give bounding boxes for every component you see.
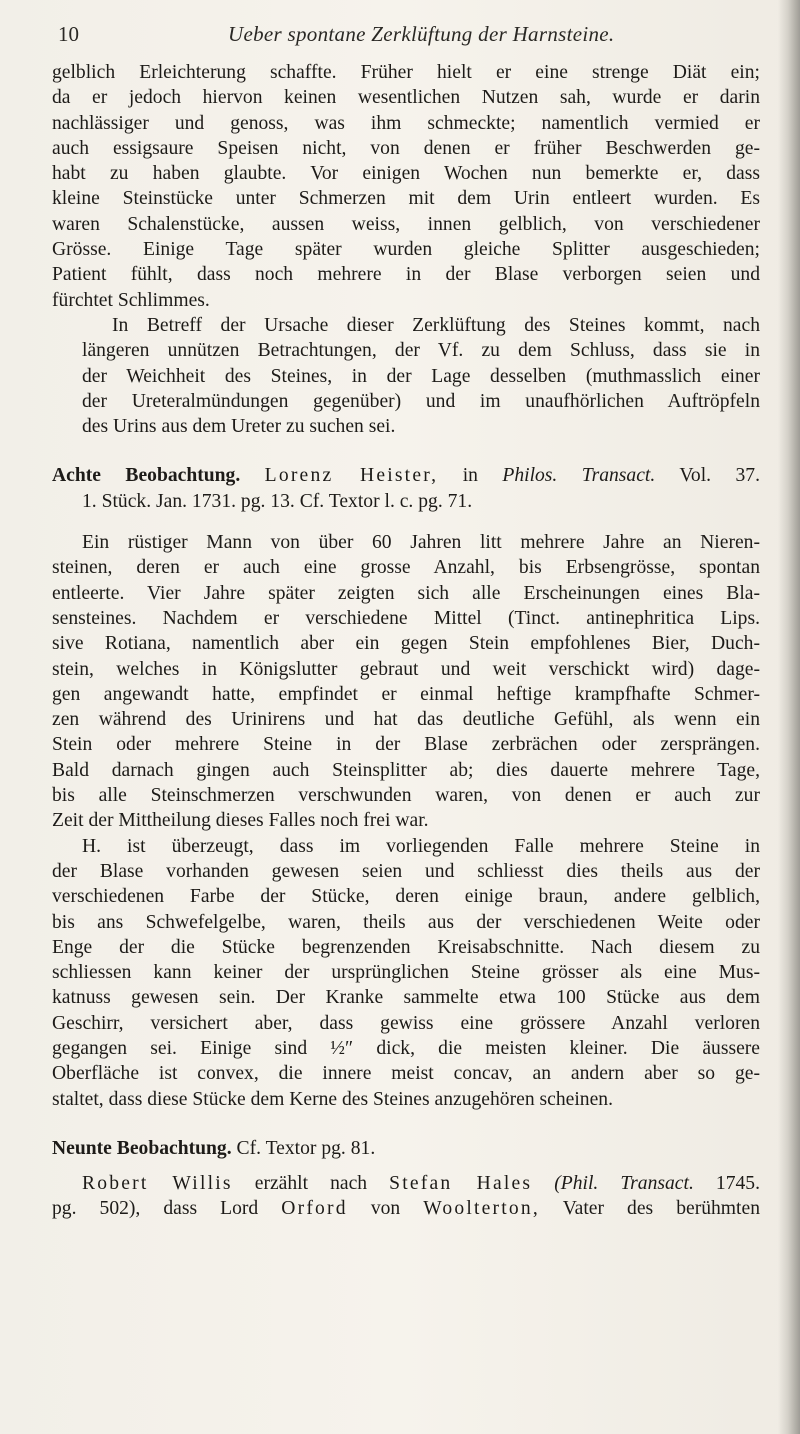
- journal-title: (Phil. Transact.: [554, 1173, 694, 1195]
- text-line: [52, 1171, 760, 1196]
- place-name: Woolterton,: [423, 1198, 540, 1220]
- text-line: verschiedenen Farbe der Stücke, deren einige braun, andere gelblich,: [52, 886, 760, 908]
- text-line: Bald darnach gingen auch Steinsplitter ab; dies dauerte mehrere Tage,: [52, 759, 760, 781]
- text-line: H. ist überzeugt, dass im vorliegenden Falle mehrere Steine in: [82, 835, 760, 857]
- page-edge-shadow: [778, 0, 800, 1434]
- text-line: sive Rotiana, namentlich aber ein gegen Stein empfohlenes Bier, Duch-: [52, 633, 760, 655]
- ref-prefix: in: [462, 465, 478, 487]
- author-name: Robert Willis: [82, 1173, 233, 1195]
- text-line: [52, 1196, 760, 1221]
- text-line: Stein oder mehrere Steine in der Blase zerbrächen oder zersprängen.: [52, 734, 760, 756]
- section-achte-beobachtung: [52, 463, 760, 514]
- text-line: Grösse. Einige Tage später wurden gleiche Splitter ausgeschieden;: [52, 239, 760, 261]
- text-line: sensteines. Nachdem er verschiedene Mittel (Tinct. antinephritica Lips.: [52, 607, 760, 629]
- text-line: Zeit der Mittheilung dieses Falles noch frei war.: [52, 810, 429, 832]
- author-name: Lorenz Heister,: [264, 465, 439, 487]
- person-name: Stefan Hales: [389, 1173, 533, 1195]
- text-line: gegangen sei. Einige sind ½″ dick, die meisten kleiner. Die äussere: [52, 1037, 760, 1059]
- page-body: [52, 60, 760, 1222]
- text-line: fürchtet Schlimmes.: [52, 289, 210, 311]
- text-line: nachlässiger und genoss, was ihm schmeckte; namentlich vermied er: [52, 112, 760, 134]
- text-fragment: von: [370, 1198, 401, 1220]
- text-line: da er jedoch hiervon keinen wesentlichen Nutzen sah, wurde er darin: [52, 87, 760, 109]
- text-line: stein, welches in Königslutter gebraut und weit verschickt wird) dage-: [52, 658, 760, 680]
- text-line: Geschirr, versichert aber, dass gewiss eine grössere Anzahl verloren: [52, 1012, 760, 1034]
- text-line: Enge der die Stücke begrenzenden Kreisabschnitte. Nach diesem zu: [52, 936, 760, 958]
- ref-volume: Vol. 37.: [679, 465, 760, 487]
- text-line: waren Schalenstücke, aussen weiss, innen gelblich, von verschiedener: [52, 213, 760, 235]
- journal-title: Philos. Transact.: [502, 465, 656, 487]
- text-line: gelblich Erleichterung schaffte. Früher hielt er eine strenge Diät ein;: [52, 62, 760, 83]
- text-line: gen angewandt hatte, empfindet er einmal heftige krampfhafte Schmer-: [52, 683, 760, 705]
- text-line: der Ureteralmündungen gegenüber) und im unaufhörlichen Auftröpfeln: [82, 390, 760, 412]
- text-line: Patient fühlt, dass noch mehrere in der Blase verborgen seien und: [52, 264, 760, 286]
- text-line: entleerte. Vier Jahre später zeigten sich alle Erscheinungen eines Bla-: [52, 582, 760, 604]
- text-fragment: pg. 502), dass Lord: [52, 1198, 259, 1220]
- text-line: steinen, deren er auch eine grosse Anzahl, bis Erbsengrösse, spontan: [52, 557, 760, 579]
- text-line: schliessen kann keiner der ursprünglichen Steine grösser als eine Mus-: [52, 962, 760, 984]
- text-line: staltet, dass diese Stücke dem Kerne des Steines anzugehören scheinen.: [52, 1088, 613, 1110]
- paragraph-3: [52, 530, 760, 834]
- text-fragment: erzählt nach: [254, 1173, 368, 1195]
- section-heading-line: [52, 463, 760, 488]
- text-line: auch essigsaure Speisen nicht, von denen er früher Beschwerden ge-: [52, 137, 760, 159]
- reference: Cf. Textor pg. 81.: [236, 1137, 376, 1159]
- text-line: längeren unnützen Betrachtungen, der Vf. zu dem Schluss, dass sie in: [82, 340, 760, 362]
- text-line: zen während des Urinirens und hat das deutliche Gefühl, als wenn ein: [52, 709, 760, 731]
- text-line: katnuss gewesen sein. Der Kranke sammelte etwa 100 Stücke aus dem: [52, 987, 760, 1009]
- paragraph-2: [52, 313, 760, 439]
- text-line: In Betreff der Ursache dieser Zerklüftung des Steines kommt, nach: [112, 314, 760, 336]
- section-heading-line: [52, 1136, 760, 1161]
- reference-line: 1. Stück. Jan. 1731. pg. 13. Cf. Textor l. c. pg. 71.: [82, 490, 473, 512]
- year: 1745.: [715, 1173, 760, 1195]
- text-line: Ein rüstiger Mann von über 60 Jahren litt mehrere Jahre an Nieren-: [82, 532, 760, 554]
- text-line: der Blase vorhanden gewesen seien und schliesst dies theils aus der: [52, 860, 760, 882]
- paragraph-1: [52, 60, 760, 313]
- section-neunte-beobachtung: [52, 1136, 760, 1222]
- text-line: des Urins aus dem Ureter zu suchen sei.: [82, 416, 396, 438]
- person-name: Orford: [281, 1198, 348, 1220]
- running-title: Ueber spontane Zerklüftung der Harnsteine.: [228, 22, 615, 46]
- text-line: bis alle Steinschmerzen verschwunden waren, von denen er auch zur: [52, 785, 760, 807]
- section-heading: Achte Beobachtung.: [52, 465, 241, 487]
- text-line: Oberfläche ist convex, die innere meist concav, an andern aber so ge-: [52, 1063, 760, 1085]
- text-line: kleine Steinstücke unter Schmerzen mit dem Urin entleert wurden. Es: [52, 188, 760, 210]
- paragraph-4: [52, 834, 760, 1112]
- text-fragment: Vater des berühmten: [562, 1198, 760, 1220]
- page-header: [58, 22, 768, 52]
- text-line: der Weichheit des Steines, in der Lage desselben (muthmasslich einer: [82, 365, 760, 387]
- page-number: 10: [58, 22, 79, 46]
- text-line: bis ans Schwefelgelbe, waren, theils aus der verschiedenen Weite oder: [52, 911, 760, 933]
- section-heading: Neunte Beobachtung.: [52, 1137, 232, 1159]
- text-line: habt zu haben glaubte. Vor einigen Wochen nun bemerkte er, dass: [52, 163, 760, 185]
